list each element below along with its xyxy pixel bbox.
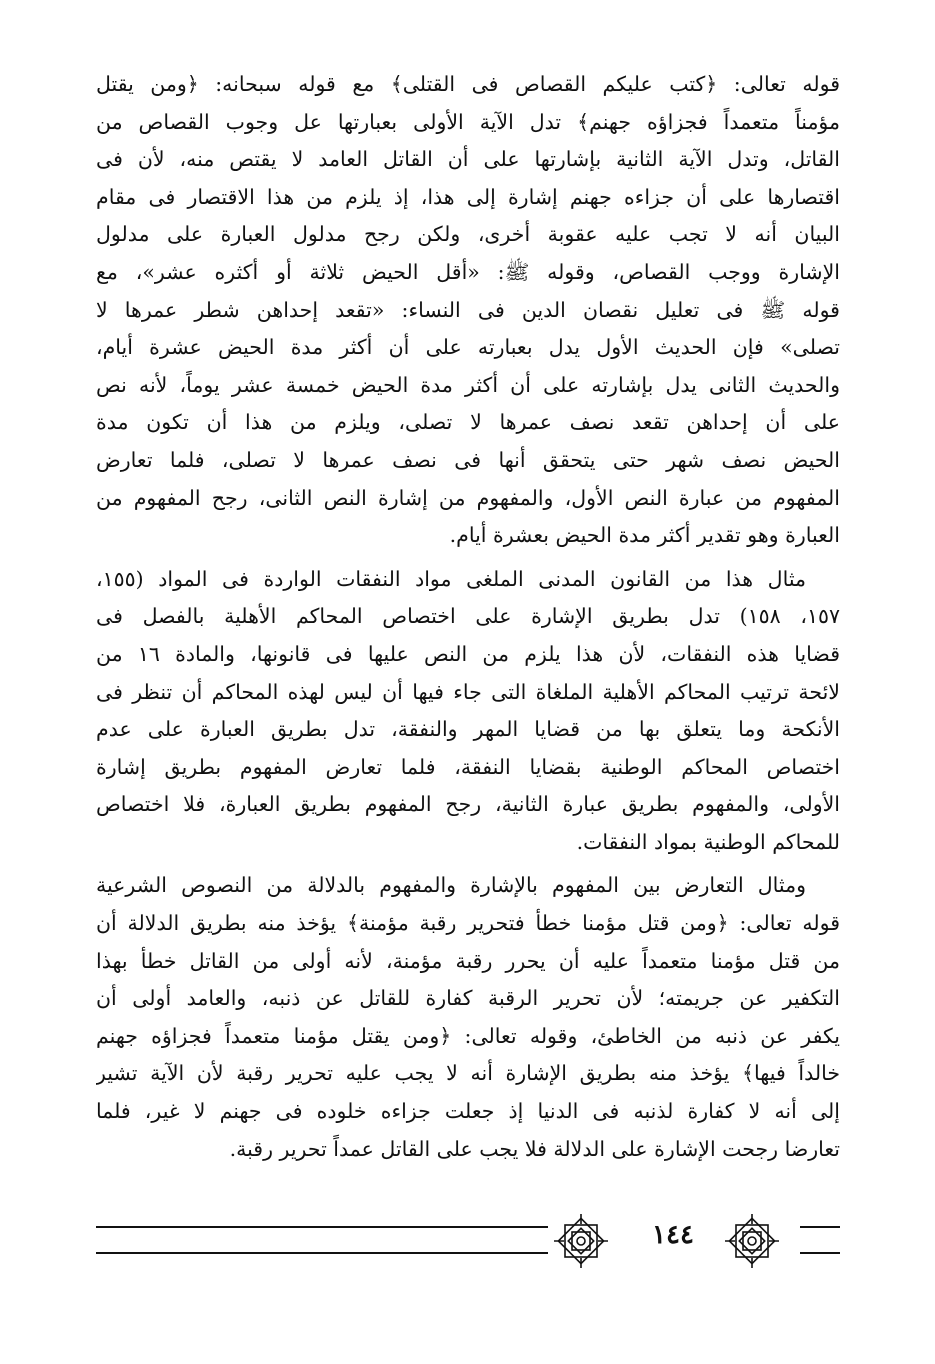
text-line: على أن إحداهن تقعد نصف عمرها لا تصلى، ويلزم من هذا أن تكون مدة xyxy=(96,410,840,435)
text-line: الحيض نصف شهر حتى يتحقق أنها فى نصف عمرها لا تصلى، فلما تعارض xyxy=(96,447,840,472)
text-line: اقتصارها على أن جزاءه جهنم إشارة إلى هذا، إذ يلزم من هذا الاقتصار فى مقام xyxy=(96,184,840,209)
text-line: قوله تعالى: ﴿كتب عليكم القصاص فى القتلى﴾ مع قوله سبحانه: ﴿ومن يقتل xyxy=(96,72,840,96)
footer-rule-bottom-right xyxy=(800,1252,840,1254)
text-line: الأنكحة وما يتعلق بها من قضايا المهر والنفقة، تدل بطريق العبارة على عدم xyxy=(96,717,840,742)
text-line: للمحاكم الوطنية بمواد النفقات. xyxy=(576,829,840,854)
text-line: الإشارة ووجب القصاص، وقوله ﷺ: «أقل الحيض ثلاثة أو أكثره عشر»، مع xyxy=(96,259,840,284)
text-line: تصلى» فإن الحديث الأول يدل بعبارته على أن أكثر مدة الحيض عشرة أيام، xyxy=(96,335,840,360)
arabesque-star-ornament-icon xyxy=(552,1212,610,1270)
text-line: البيان أنه لا تجب عليه عقوبة أخرى، ولكن رجح مدلول العبارة على مدلول xyxy=(96,222,840,247)
paragraph-p2 xyxy=(96,561,840,862)
text-line: قوله ﷺ فى تعليل نقصان الدين فى النساء: «تقعد إحداهن شطر عمرها لا xyxy=(96,297,840,322)
text-line: قضايا هذه النفقات، لأن هذا يلزم من النص عليها فى قانونها، والمادة ١٦ من xyxy=(96,641,840,666)
text-line: والحديث الثانى يدل بإشارته على أن أكثر مدة الحيض خمسة عشر يوماً، لأنه نص xyxy=(96,372,840,397)
text-line: قوله تعالى: ﴿ومن قتل مؤمنا خطأ فتحرير رقبة مؤمنة﴾ يؤخذ منه بطريق الدلالة أن xyxy=(96,911,840,936)
text-line: المفهوم من عبارة النص الأول، والمفهوم من إشارة النص الثانى، رجح المفهوم من xyxy=(96,485,840,510)
text-line: العبارة وهو تقدير أكثر مدة الحيض بعشرة أيام. xyxy=(449,523,840,548)
text-line: تعارضا رجحت الإشارة على الدلالة فلا يجب على القاتل عمداً تحرير رقبة. xyxy=(229,1136,840,1161)
page-number: ١٤٤ xyxy=(652,1220,694,1250)
text-line: مؤمناً متعمداً فجزاؤه جهنم﴾ تدل الآية الأولى بعبارتها عل وجوب القصاص من xyxy=(96,109,840,134)
text-line: الأولى، والمفهوم بطريق عبارة الثانية، رجح المفهوم بطريق العبارة، فلا اختصاص xyxy=(96,792,840,817)
text-line: يكفر عن ذنبه من الخاطئ، وقوله تعالى: ﴿ومن يقتل مؤمنا متعمداً فجزاؤه جهنم xyxy=(96,1023,840,1048)
footer-rule-bottom-left xyxy=(96,1252,548,1254)
text-line: من قتل مؤمنا متعمداً عليه أن يحرر رقبة مؤمنة، لأنه أولى من القاتل خطأ بهذا xyxy=(96,948,840,973)
footer-rule-top-right xyxy=(800,1226,840,1228)
text-line: ١٥٧، ١٥٨) تدل بطريق الإشارة على اختصاص المحاكم الأهلية بالفصل فى xyxy=(96,604,840,629)
text-line: اختصاص المحاكم الوطنية بقضايا النفقة، فلما تعارض المفهوم بطريق إشارة xyxy=(96,754,840,779)
arabesque-star-ornament-icon xyxy=(723,1212,781,1270)
text-line: لائحة ترتيب المحاكم الأهلية الملغاة التى جاء فيها أن ليس لهذه المحاكم أن تنظر فى xyxy=(96,679,840,704)
paragraph-p3 xyxy=(96,867,840,1168)
footer-rule-top-left xyxy=(96,1226,548,1228)
text-line: ومثال التعارض بين المفهوم بالإشارة والمفهوم بالدلالة من النصوص الشرعية xyxy=(96,873,806,898)
page-footer xyxy=(96,1212,840,1272)
text-line: إلى أنه لا كفارة لذنبه فى الدنيا إذ جعلت جزاءه خلوده فى جهنم لا غير، فلما xyxy=(96,1099,840,1124)
document-body xyxy=(96,66,840,1168)
paragraph-p1 xyxy=(96,66,840,555)
text-line: التكفير عن جريمته؛ لأن تحرير الرقبة كفارة للقاتل عن ذنبه، والعامد أولى أن xyxy=(96,986,840,1011)
text-line: خالداً فيها﴾ يؤخذ منه بطريق الإشارة أنه لا يجب عليه تحرير رقبة لأن الآية تشير xyxy=(96,1061,840,1086)
text-line: مثال هذا من القانون المدنى الملغى مواد النفقات الواردة فى المواد (١٥٥، xyxy=(96,566,806,591)
text-line: القاتل، وتدل الآية الثانية بإشارتها على أن القاتل العامد لا يقتص منه، لأن فى xyxy=(96,147,840,172)
